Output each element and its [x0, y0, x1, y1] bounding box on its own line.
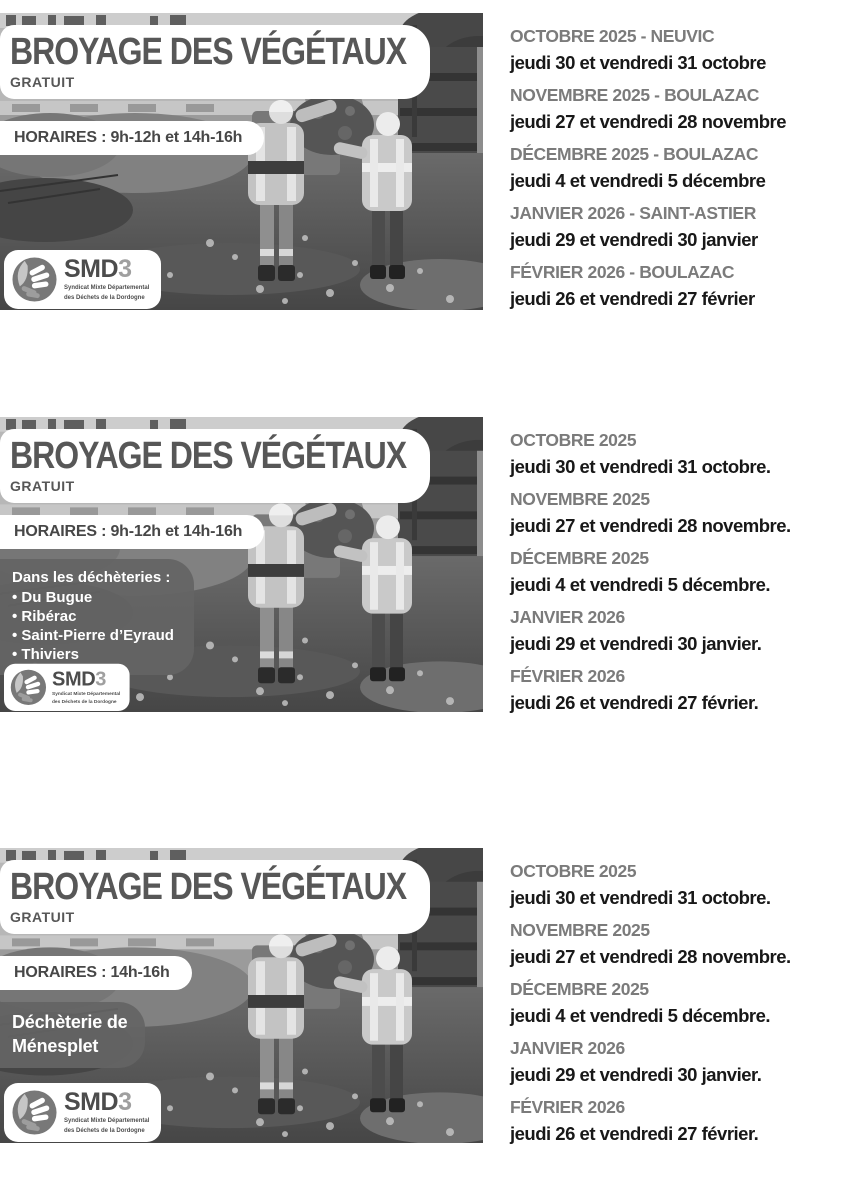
schedule-dates: jeudi 29 et vendredi 30 janvier — [510, 229, 758, 250]
schedule-month: FÉVRIER 2026 — [510, 1097, 625, 1117]
smd3-wordmark — [64, 1087, 149, 1116]
logo-3: 3 — [118, 1087, 132, 1116]
schedule-month: OCTOBRE 2025 — [510, 430, 637, 450]
schedule-month: DÉCEMBRE 2025 — [510, 548, 649, 568]
schedule-entry — [510, 85, 842, 132]
logo-smd: SMD — [64, 1087, 119, 1116]
headline-box — [0, 429, 430, 503]
schedule-entry — [510, 607, 842, 654]
free-label: GRATUIT — [10, 478, 75, 494]
schedule-entry — [510, 144, 842, 191]
schedule-dates: jeudi 4 et vendredi 5 décembre. — [510, 574, 771, 595]
headline-box — [0, 25, 430, 99]
schedule-entry — [510, 1097, 842, 1144]
schedule-entry — [510, 666, 842, 713]
flyer-title: BROYAGE DES VÉGÉTAUX — [10, 29, 407, 73]
schedule-entry — [510, 430, 842, 477]
schedule-entry — [510, 26, 842, 73]
schedule-entry — [510, 262, 842, 309]
location-item: • Thiviers — [12, 646, 79, 663]
flyer-section-3 — [0, 848, 842, 1143]
schedule-dates: jeudi 27 et vendredi 28 novembre. — [510, 946, 791, 967]
location-item: • Du Bugue — [12, 589, 93, 606]
schedule-entry — [510, 548, 842, 595]
schedule-month: DÉCEMBRE 2025 - BOULAZAC — [510, 144, 759, 164]
free-label: GRATUIT — [10, 909, 75, 925]
schedule-list — [510, 861, 842, 1156]
schedule-dates: jeudi 4 et vendredi 5 décembre. — [510, 1005, 771, 1026]
schedule-dates: jeudi 4 et vendredi 5 décembre — [510, 170, 766, 191]
schedule-dates: jeudi 29 et vendredi 30 janvier. — [510, 1064, 762, 1085]
schedule-dates: jeudi 30 et vendredi 31 octobre — [510, 52, 766, 73]
hours-label: HORAIRES : 14h-16h — [0, 956, 192, 990]
location-line: Ménesplet — [12, 1036, 99, 1056]
logo-3: 3 — [118, 254, 132, 283]
logo-subtitle-line2: des Déchets de la Dordogne — [64, 295, 145, 301]
location-line: Déchèterie de — [12, 1012, 128, 1032]
schedule-month: JANVIER 2026 — [510, 607, 625, 627]
schedule-month: NOVEMBRE 2025 - BOULAZAC — [510, 85, 760, 105]
schedule-dates: jeudi 26 et vendredi 27 février. — [510, 1123, 759, 1144]
schedule-dates: jeudi 29 et vendredi 30 janvier. — [510, 633, 762, 654]
schedule-list — [510, 430, 842, 725]
flyer-photo — [0, 848, 483, 1143]
schedule-month: NOVEMBRE 2025 — [510, 489, 650, 509]
logo-subtitle-line1: Syndicat Mixte Départemental — [52, 691, 121, 697]
schedule-month: FÉVRIER 2026 - BOULAZAC — [510, 262, 735, 282]
schedule-dates: jeudi 26 et vendredi 27 février — [510, 288, 755, 309]
schedule-entry — [510, 920, 842, 967]
hours-label: HORAIRES : 9h-12h et 14h-16h — [0, 121, 264, 155]
smd3-logo — [4, 664, 130, 711]
smd3-wordmark — [64, 254, 149, 283]
logo-3: 3 — [95, 667, 106, 690]
schedule-month: FÉVRIER 2026 — [510, 666, 625, 686]
flyer-section-2 — [0, 417, 842, 712]
schedule-month: NOVEMBRE 2025 — [510, 920, 650, 940]
flyer-photo — [0, 13, 483, 310]
location-item: • Saint-Pierre d’Eyraud — [12, 627, 174, 644]
flyer-photo — [0, 417, 483, 712]
flyer-section-1 — [0, 13, 842, 310]
schedule-dates: jeudi 27 et vendredi 28 novembre. — [510, 515, 791, 536]
location-item: • Ribérac — [12, 608, 77, 625]
schedule-entry — [510, 489, 842, 536]
hours-label: HORAIRES : 9h-12h et 14h-16h — [0, 515, 264, 549]
schedule-entry — [510, 1038, 842, 1085]
flyer-title: BROYAGE DES VÉGÉTAUX — [10, 864, 407, 908]
schedule-month: OCTOBRE 2025 — [510, 861, 637, 881]
logo-smd: SMD — [52, 667, 96, 690]
locations-box — [0, 559, 194, 675]
headline-box — [0, 860, 430, 934]
schedule-list — [510, 26, 842, 321]
schedule-month: DÉCEMBRE 2025 — [510, 979, 649, 999]
free-label: GRATUIT — [10, 74, 75, 90]
flyer-title: BROYAGE DES VÉGÉTAUX — [10, 433, 407, 477]
schedule-entry — [510, 979, 842, 1026]
logo-subtitle-line1: Syndicat Mixte Départemental — [64, 1117, 150, 1124]
schedule-month: JANVIER 2026 — [510, 1038, 625, 1058]
logo-subtitle-line1: Syndicat Mixte Départemental — [64, 284, 150, 291]
logo-smd: SMD — [64, 254, 119, 283]
smd3-emblem-icon — [10, 669, 48, 707]
smd3-logo — [4, 250, 161, 309]
schedule-dates: jeudi 26 et vendredi 27 février. — [510, 692, 759, 713]
schedule-month: OCTOBRE 2025 - NEUVIC — [510, 26, 715, 46]
smd3-emblem-icon — [11, 256, 58, 303]
locations-box — [0, 1002, 145, 1068]
schedule-dates: jeudi 30 et vendredi 31 octobre. — [510, 456, 771, 477]
smd3-wordmark — [52, 669, 120, 689]
schedule-entry — [510, 203, 842, 250]
smd3-logo — [4, 1083, 161, 1142]
logo-subtitle-line2: des Déchets de la Dordogne — [64, 1128, 145, 1134]
schedule-month: JANVIER 2026 - SAINT-ASTIER — [510, 203, 756, 223]
logo-subtitle-line2: des Déchets de la Dordogne — [52, 699, 117, 705]
locations-heading: Dans les déchèteries : — [12, 569, 171, 586]
smd3-emblem-icon — [11, 1089, 58, 1136]
schedule-dates: jeudi 30 et vendredi 31 octobre. — [510, 887, 771, 908]
schedule-entry — [510, 861, 842, 908]
schedule-dates: jeudi 27 et vendredi 28 novembre — [510, 111, 786, 132]
